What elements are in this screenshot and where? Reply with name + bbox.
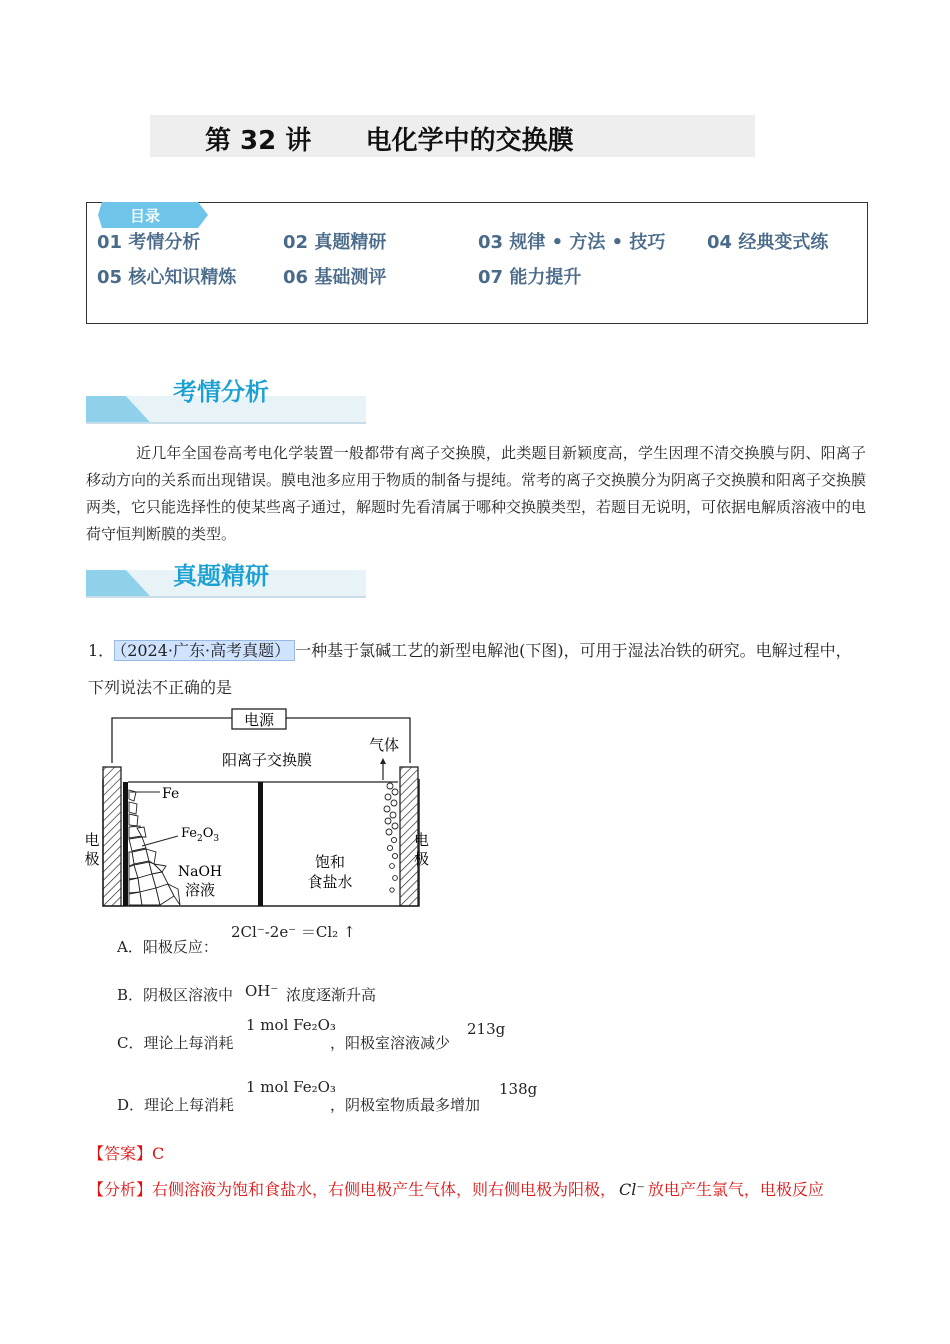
option-a-label[interactable]: A．阳极反应： <box>117 938 218 956</box>
section-title-real: 真题精研 <box>173 562 269 590</box>
analysis-text-b: 放电产生氯气，电极反应 <box>647 1180 824 1199</box>
right-electrode-label-1: 电 <box>413 831 429 849</box>
fe2o3-particles <box>129 790 180 905</box>
fe2o3-label: $Fe_2O_3$ <box>181 826 220 844</box>
toc-tag-label: 目录 <box>130 207 161 225</box>
toc-item-6[interactable]: 06 基础测评 <box>283 267 387 288</box>
brine-label-1: 饱和 <box>314 853 346 871</box>
question-source-tag: （2024·广东·高考真题） <box>114 640 295 661</box>
toc-item-4[interactable]: 04 经典变式练 <box>707 232 829 253</box>
analysis-label: 【分析】 <box>88 1180 153 1199</box>
option-b-formula: OH⁻ <box>245 982 279 1000</box>
option-c-value: 213g <box>467 1020 506 1038</box>
answer-line <box>88 1141 164 1164</box>
toc-item-5[interactable]: 05 核心知识精炼 <box>97 267 237 288</box>
option-c-mid: ，阳极室溶液减少 <box>330 1034 451 1052</box>
analysis-ion: Cl⁻ <box>619 1180 645 1199</box>
question-stem-line2: 下列说法不正确的是 <box>88 678 233 697</box>
fe-label: Fe <box>162 786 180 802</box>
analysis-line <box>88 1177 824 1200</box>
brine-label-2: 食盐水 <box>307 873 353 891</box>
gas-bubbles <box>384 783 398 892</box>
naoh-label-2: 溶液 <box>184 881 216 899</box>
answer-value: C <box>152 1144 165 1163</box>
analysis-paragraph: 近几年全国卷高考电化学装置一般都带有离子交换膜，此类题目新颖度高，学生因理不清交换膜与阴、阳离子移动方向的关系而出现错误。膜电池多应用于物质的制备与提纯。常考的离子交换膜分为阴离子交换膜和阳离子交换膜两类，它只能选择性的使某些离子通过，解题时先看清属于哪种交换膜类型，若题目无说明，可依据电解质溶液中的电荷守恒判断膜的类型。 <box>86 444 867 543</box>
left-electrode-label-1: 电 <box>84 831 100 849</box>
analysis-text-a: 右侧溶液为饱和食盐水，右侧电极产生气体，则右侧电极为阳极， <box>152 1180 617 1199</box>
option-d-formula: 1 mol Fe₂O₃ <box>246 1078 336 1096</box>
toc-item-7[interactable]: 07 能力提升 <box>478 267 582 288</box>
option-a-formula: 2Cl⁻-2e⁻ ＝Cl₂ ↑ <box>231 923 356 941</box>
toc-item-3[interactable]: 03 规律 • 方法 • 技巧 <box>478 232 666 253</box>
question-number: 1． <box>88 641 115 660</box>
section-title-analysis: 考情分析 <box>173 378 269 406</box>
gas-label: 气体 <box>368 736 400 754</box>
fe-plate <box>123 782 128 906</box>
option-d-value: 138g <box>499 1080 538 1098</box>
question-stem-line1 <box>88 638 852 661</box>
option-d-mid: ，阴极室物质最多增加 <box>330 1096 481 1114</box>
option-c-label[interactable]: C．理论上每消耗 <box>117 1034 234 1052</box>
toc-item-2[interactable]: 02 真题精研 <box>283 232 387 253</box>
left-electrode-label-2: 极 <box>84 850 100 868</box>
question-stem-text: 一种基于氯碱工艺的新型电解池(下图)，可用于湿法冶铁的研究。电解过程中， <box>295 641 852 660</box>
left-electrode <box>103 767 121 906</box>
option-c-formula: 1 mol Fe₂O₃ <box>246 1016 336 1034</box>
option-d-label[interactable]: D．理论上每消耗 <box>117 1096 235 1114</box>
right-electrode-label-2: 极 <box>413 850 429 868</box>
membrane-label: 阳离子交换膜 <box>221 751 313 769</box>
power-source-label: 电源 <box>243 711 275 729</box>
toc-item-1[interactable]: 01 考情分析 <box>97 232 201 253</box>
cation-exchange-membrane <box>258 782 263 906</box>
electrolysis-cell-diagram <box>82 706 430 912</box>
option-b-tail: 浓度逐渐升高 <box>286 986 377 1004</box>
page-title: 第 32 讲 电化学中的交换膜 <box>205 126 574 156</box>
answer-label: 【答案】 <box>88 1144 153 1163</box>
naoh-label-1: NaOH <box>177 864 223 880</box>
option-b-label[interactable]: B．阴极区溶液中 <box>117 986 234 1004</box>
